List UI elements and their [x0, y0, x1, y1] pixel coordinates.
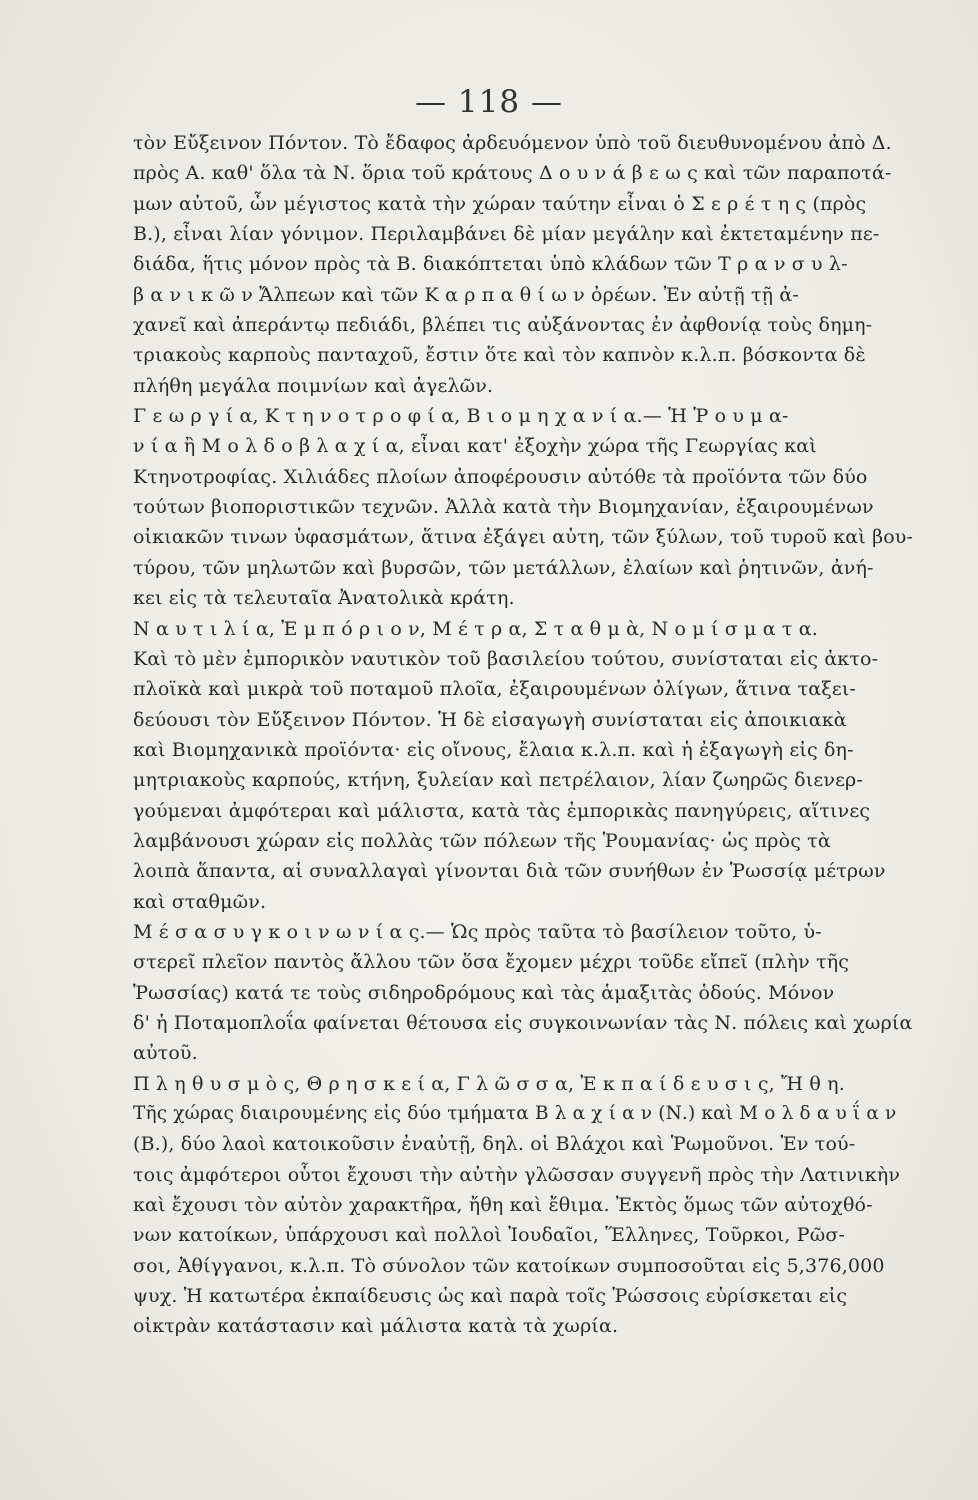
text-line: κει εἰς τὰ τελευταῖα Ἀνατολικὰ κράτη.	[133, 587, 515, 610]
text-line: τὸν Εὔξεινον Πόντον. Τὸ ἔδαφος ἀρδευόμενον ὑπὸ τοῦ διευθυνομένου ἀπὸ Δ.	[133, 132, 892, 154]
text-line: πλοϊκὰ καὶ μικρὰ τοῦ ποταμοῦ πλοῖα, ἐξαιρουμένων ὀλίγων, ἅτινα ταξει-	[133, 678, 856, 701]
section-heading-line: Μ έ σ α σ υ γ κ ο ι ν ω ν ί α ς.— Ὡς πρὸς ταῦτα τὸ βασίλειον τοῦτο, ὑ-	[133, 920, 822, 943]
text-line: χανεῖ καὶ ἀπεράντῳ πεδιάδι, βλέπει τις αὐξάνοντας ἐν ἀφθονίᾳ τοὺς δημη-	[133, 314, 873, 337]
body-text	[133, 128, 913, 1342]
text-line: καὶ σταθμῶν.	[133, 890, 267, 913]
text-line: οἰκιακῶν τινων ὑφασμάτων, ἅτινα ἐξάγει αὐτη, τῶν ξύλων, τοῦ τυροῦ καὶ βου-	[133, 526, 913, 549]
text-line: οἰκτρὰν κατάστασιν καὶ μάλιστα κατὰ τὰ χωρία.	[133, 1315, 619, 1338]
text-line: λαμβάνουσι χώραν εἰς πολλὰς τῶν πόλεων τῆς Ῥουμανίας· ὡς πρὸς τὰ	[133, 829, 831, 852]
text-line: γούμεναι ἀμφότεραι καὶ μάλιστα, κατὰ τὰς ἐμπορικὰς πανηγύρεις, αἵτινες	[133, 799, 871, 822]
text-line: μητριακοὺς καρπούς, κτήνη, ξυλείαν καὶ πετρέλαιον, λίαν ζωηρῶς διενερ-	[133, 769, 863, 792]
section-heading-line: Γ ε ω ρ γ ί α, Κ τ η ν ο τ ρ ο φ ί α, Β ι ο μ η χ α ν ί α.— Ἡ Ῥ ο υ μ α-	[133, 405, 789, 428]
text-line: ψυχ. Ἡ κατωτέρα ἐκπαίδευσις ὡς καὶ παρὰ τοῖς Ῥώσσοις εὑρίσκεται εἰς	[133, 1285, 848, 1308]
section-heading-line: Π λ η θ υ σ μ ὸ ς, Θ ρ η σ κ ε ί α, Γ λ ῶ σ σ α, Ἐ κ π α ί δ ε υ σ ι ς, Ἤ θ η.	[133, 1072, 845, 1095]
text-line: ν ί α ἢ Μ ο λ δ ο β λ α χ ί α, εἶναι κατ' ἐξοχὴν χώρα τῆς Γεωργίας καὶ	[133, 435, 817, 458]
text-line: δ' ἡ Ποταμοπλοΐα φαίνεται θέτουσα εἰς συγκοινωνίαν τὰς Ν. πόλεις καὶ χωρία	[133, 1011, 913, 1034]
text-line: τριακοὺς καρποὺς πανταχοῦ, ἔστιν ὅτε καὶ τὸν καπνὸν κ.λ.π. βόσκοντα δὲ	[133, 344, 866, 367]
text-line: μων αὐτοῦ, ὧν μέγιστος κατὰ τὴν χώραν ταύτην εἶναι ὁ Σ ε ρ έ τ η ς (πρὸς	[133, 192, 867, 215]
text-line: νων κατοίκων, ὑπάρχουσι καὶ πολλοὶ Ἰουδαῖοι, Ἕλληνες, Τοῦρκοι, Ρῶσ-	[133, 1224, 846, 1247]
text-line: Ῥωσσίας) κατά τε τοὺς σιδηροδρόμους καὶ τὰς ἁμαξιτὰς ὁδούς. Μόνον	[133, 981, 835, 1004]
text-line: τύρου, τῶν μηλωτῶν καὶ βυρσῶν, τῶν μετάλλων, ἐλαίων καὶ ῥητινῶν, ἀνή-	[133, 556, 874, 579]
text-line: πρὸς Α. καθ' ὅλα τὰ Ν. ὅρια τοῦ κράτους Δ ο υ ν ά β ε ω ς καὶ τῶν παραποτά-	[133, 162, 892, 185]
text-line: δεύουσι τὸν Εὔξεινον Πόντον. Ἡ δὲ εἰσαγωγὴ συνίσταται εἰς ἀποικιακὰ	[133, 708, 847, 731]
text-line: καὶ Βιομηχανικὰ προϊόντα· εἰς οἴνους, ἔλαια κ.λ.π. καὶ ἡ ἐξαγωγὴ εἰς δη-	[133, 738, 854, 761]
text-line: σοι, Ἀθίγγανοι, κ.λ.π. Τὸ σύνολον τῶν κατοίκων συμποσοῦται εἰς 5,376,000	[133, 1254, 885, 1277]
text-line: Καὶ τὸ μὲν ἐμπορικὸν ναυτικὸν τοῦ βασιλείου τούτου, συνίσταται εἰς ἀκτο-	[133, 647, 879, 670]
section-heading-line: Ν α υ τ ι λ ί α, Ἐ μ π ό ρ ι ο ν, Μ έ τ ρ α, Σ τ α θ μ ὰ, Ν ο μ ί σ μ α τ α.	[133, 617, 818, 640]
text-line: πλήθη μεγάλα ποιμνίων καὶ ἀγελῶν.	[133, 374, 494, 397]
text-line: (Β.), δύο λαοὶ κατοικοῦσιν ἐναὐτῇ, δηλ. οἱ Βλάχοι καὶ Ῥωμοῦνοι. Ἐν τού-	[133, 1133, 856, 1156]
text-line: τούτων βιοποριστικῶν τεχνῶν. Ἀλλὰ κατὰ τὴν Βιομηχανίαν, ἐξαιρουμένων	[133, 496, 874, 519]
text-line: καὶ ἔχουσι τὸν αὐτὸν χαρακτῆρα, ἤθη καὶ ἔθιμα. Ἐκτὸς ὅμως τῶν αὐτοχθό-	[133, 1194, 873, 1217]
text-line: τοις ἀμφότεροι οὗτοι ἔχουσι τὴν αὐτὴν γλῶσσαν συγγενῆ πρὸς τὴν Λατινικὴν	[133, 1163, 901, 1186]
text-line: διάδα, ἥτις μόνον πρὸς τὰ Β. διακόπτεται ὑπὸ κλάδων τῶν Τ ρ α ν σ υ λ-	[133, 253, 848, 276]
text-line: Τῆς χώρας διαιρουμένης εἰς δύο τμήματα Β λ α χ ί α ν (Ν.) καὶ Μ ο λ δ α υ ΐ α ν	[133, 1103, 897, 1124]
text-line: στερεῖ πλεῖον παντὸς ἄλλου τῶν ὅσα ἔχομεν μέχρι τοῦδε εἴπεῖ (πλὴν τῆς	[133, 951, 850, 974]
text-line: αὐτοῦ.	[133, 1042, 198, 1065]
page-number: — 118 —	[415, 84, 563, 120]
text-line: Β.), εἶναι λίαν γόνιμον. Περιλαμβάνει δὲ μίαν μεγάλην καὶ ἐκτεταμένην πε-	[133, 223, 880, 246]
text-line: λοιπὰ ἅπαντα, αἱ συναλλαγαὶ γίνονται διὰ τῶν συνήθων ἐν Ῥωσσίᾳ μέτρων	[133, 860, 886, 883]
text-line: Κτηνοτροφίας. Χιλιάδες πλοίων ἀποφέρουσιν αὐτόθε τὰ προϊόντα τῶν δύο	[133, 465, 868, 488]
text-line: β α ν ι κ ῶ ν Ἄλπεων καὶ τῶν Κ α ρ π α θ ί ω ν ὀρέων. Ἐν αὐτῇ τῇ ἀ-	[133, 283, 799, 306]
